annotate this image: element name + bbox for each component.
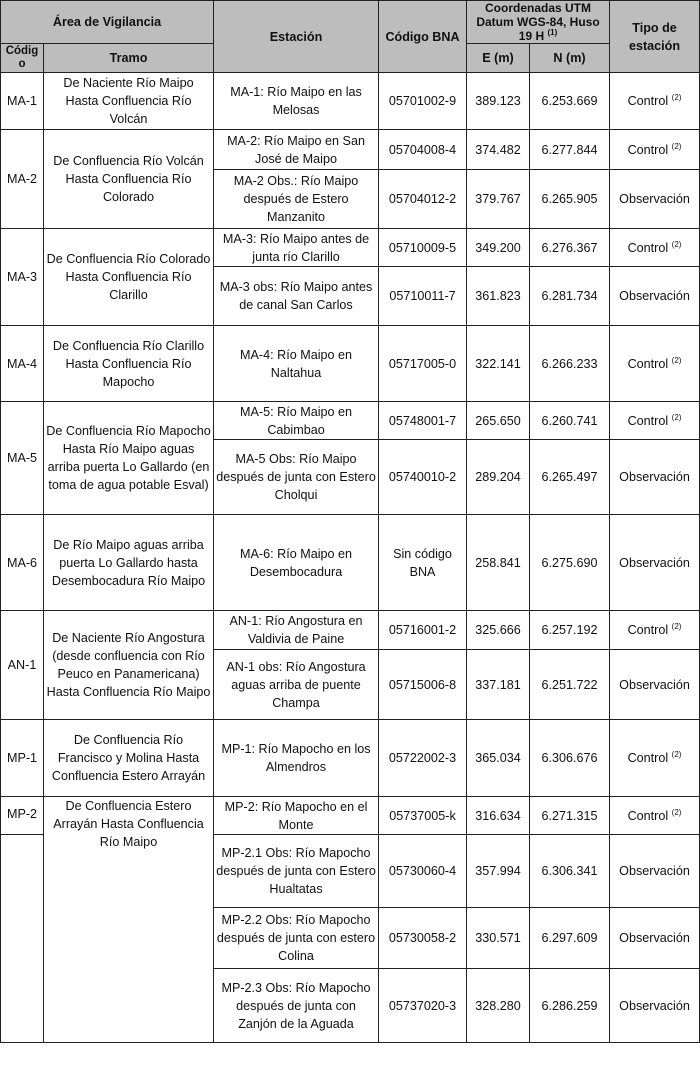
table-row — [1, 229, 700, 267]
area-tramo: De Confluencia Río Colorado Hasta Confluencia Río Clarillo — [44, 229, 214, 326]
station-n: 6.266.233 — [530, 326, 610, 402]
station-type: Observación — [610, 908, 700, 969]
station-type — [610, 402, 700, 440]
area-code: MA-2 — [1, 130, 44, 229]
header-codigo: Códig o — [1, 44, 44, 73]
station-type-label: Control — [627, 94, 669, 108]
station-e: 337.181 — [467, 650, 530, 720]
station-type-label: Control — [627, 413, 669, 428]
station-n: 6.306.341 — [530, 835, 610, 908]
header-coordenadas-note: (1) — [547, 28, 558, 37]
station-name: MA-4: Río Maipo en Naltahua — [214, 326, 379, 402]
area-tramo: De Naciente Río Maipo Hasta Confluencia Río Volcán — [44, 73, 214, 130]
table-row — [1, 402, 700, 440]
station-n: 6.265.905 — [530, 170, 610, 229]
station-e: 265.650 — [467, 402, 530, 440]
header-area-vigilancia: Área de Vigilancia — [1, 1, 214, 44]
station-bna: 05717005-0 — [379, 326, 467, 402]
station-name: MP-2: Río Mapocho en el Monte — [214, 797, 379, 835]
area-tramo: De Confluencia Río Francisco y Molina Hasta Confluencia Estero Arrayán — [44, 720, 214, 797]
station-n: 6.297.609 — [530, 908, 610, 969]
station-type-label: Control — [627, 356, 669, 371]
station-type-label: Control — [627, 808, 669, 823]
station-name: MA-5: Río Maipo en Cabimbao — [214, 402, 379, 440]
station-n: 6.271.315 — [530, 797, 610, 835]
area-tramo: De Naciente Río Angostura (desde confluencia con Río Peuco en Panamericana) Hasta Confluencia Río Maipo — [44, 611, 214, 720]
station-e: 357.994 — [467, 835, 530, 908]
station-name: MP-2.1 Obs: Río Mapocho después de junta con Estero Hualtatas — [214, 835, 379, 908]
station-name: AN-1 obs: Río Angostura aguas arriba de puente Champa — [214, 650, 379, 720]
station-type: Observación — [610, 650, 700, 720]
station-name: MA-5 Obs: Río Maipo después de junta con Estero Cholqui — [214, 440, 379, 515]
area-code: MA-5 — [1, 402, 44, 515]
station-e: 389.123 — [467, 73, 530, 130]
station-n: 6.306.676 — [530, 720, 610, 797]
station-bna: 05722002-3 — [379, 720, 467, 797]
station-bna: 05748001-7 — [379, 402, 467, 440]
table-row — [1, 797, 700, 835]
station-type-label: Control — [627, 240, 669, 255]
station-bna: 05737020-3 — [379, 969, 467, 1043]
station-n: 6.251.722 — [530, 650, 610, 720]
area-tramo: De Río Maipo aguas arriba puerta Lo Gallardo hasta Desembocadura Río Maipo — [44, 515, 214, 611]
station-type — [610, 611, 700, 650]
station-n: 6.276.367 — [530, 229, 610, 267]
area-tramo: De Confluencia Estero Arrayán Hasta Confluencia Río Maipo — [44, 797, 214, 1043]
station-type: Observación — [610, 440, 700, 515]
header-codigo-bna: Código BNA — [379, 1, 467, 73]
station-type-label: Control — [627, 751, 669, 765]
station-type-note: (2) — [671, 807, 682, 817]
station-name: MA-3: Río Maipo antes de junta río Clarillo — [214, 229, 379, 267]
station-n: 6.253.669 — [530, 73, 610, 130]
area-code: MP-1 — [1, 720, 44, 797]
station-type-note: (2) — [671, 92, 682, 102]
station-n: 6.260.741 — [530, 402, 610, 440]
table-row — [1, 130, 700, 170]
table-row — [1, 515, 700, 611]
header-n: N (m) — [530, 44, 610, 73]
station-type-note: (2) — [671, 412, 682, 422]
station-e: 322.141 — [467, 326, 530, 402]
area-code: MA-1 — [1, 73, 44, 130]
header-coordenadas-text: Coordenadas UTM Datum WGS-84, Huso 19 H — [476, 1, 600, 43]
header-tramo: Tramo — [44, 44, 214, 73]
station-type-note: (2) — [671, 355, 682, 365]
station-bna: 05737005-k — [379, 797, 467, 835]
station-bna: Sin código BNA — [379, 515, 467, 611]
station-name: MP-2.3 Obs: Río Mapocho después de junta con Zanjón de la Aguada — [214, 969, 379, 1043]
station-type-label: Control — [627, 623, 669, 637]
station-type — [610, 229, 700, 267]
table-row — [1, 73, 700, 130]
station-e: 379.767 — [467, 170, 530, 229]
station-type — [610, 326, 700, 402]
station-e: 325.666 — [467, 611, 530, 650]
station-bna: 05704008-4 — [379, 130, 467, 170]
station-e: 349.200 — [467, 229, 530, 267]
station-type-note: (2) — [671, 621, 682, 631]
station-bna: 05710009-5 — [379, 229, 467, 267]
station-name: AN-1: Río Angostura en Valdivia de Paine — [214, 611, 379, 650]
station-name: MA-2: Río Maipo en San José de Maipo — [214, 130, 379, 170]
station-name: MP-2.2 Obs: Río Mapocho después de junta con estero Colina — [214, 908, 379, 969]
area-code: MP-2 — [1, 797, 44, 835]
station-type-note: (2) — [671, 749, 682, 759]
station-type: Observación — [610, 170, 700, 229]
station-e: 289.204 — [467, 440, 530, 515]
area-tramo: De Confluencia Río Mapocho Hasta Río Maipo aguas arriba puerta Lo Gallardo (en toma de agua potable Esval) — [44, 402, 214, 515]
station-n: 6.257.192 — [530, 611, 610, 650]
station-name: MA-3 obs: Río Maipo antes de canal San Carlos — [214, 267, 379, 326]
station-e: 316.634 — [467, 797, 530, 835]
area-code: MA-4 — [1, 326, 44, 402]
station-type-note: (2) — [671, 141, 682, 151]
station-name: MA-2 Obs.: Río Maipo después de Estero Manzanito — [214, 170, 379, 229]
station-e: 365.034 — [467, 720, 530, 797]
station-type: Observación — [610, 267, 700, 326]
station-bna: 05730060-4 — [379, 835, 467, 908]
station-n: 6.281.734 — [530, 267, 610, 326]
station-name: MA-6: Río Maipo en Desembocadura — [214, 515, 379, 611]
station-e: 361.823 — [467, 267, 530, 326]
header-coordenadas — [467, 1, 610, 44]
area-code: MA-6 — [1, 515, 44, 611]
station-bna: 05715006-8 — [379, 650, 467, 720]
area-tramo: De Confluencia Río Clarillo Hasta Confluencia Río Mapocho — [44, 326, 214, 402]
header-estacion: Estación — [214, 1, 379, 73]
station-type — [610, 720, 700, 797]
station-type — [610, 797, 700, 835]
station-n: 6.265.497 — [530, 440, 610, 515]
header-tipo-estacion: Tipo de estación — [610, 1, 700, 73]
station-e: 374.482 — [467, 130, 530, 170]
area-code: AN-1 — [1, 611, 44, 720]
area-tramo: De Confluencia Río Volcán Hasta Confluencia Río Colorado — [44, 130, 214, 229]
table-row — [1, 326, 700, 402]
header-e: E (m) — [467, 44, 530, 73]
station-name: MP-1: Río Mapocho en los Almendros — [214, 720, 379, 797]
station-bna: 05730058-2 — [379, 908, 467, 969]
station-type-note: (2) — [671, 239, 682, 249]
station-bna: 05716001-2 — [379, 611, 467, 650]
station-n: 6.275.690 — [530, 515, 610, 611]
station-bna: 05710011-7 — [379, 267, 467, 326]
station-type — [610, 73, 700, 130]
station-n: 6.286.259 — [530, 969, 610, 1043]
station-type: Observación — [610, 835, 700, 908]
station-n: 6.277.844 — [530, 130, 610, 170]
station-e: 330.571 — [467, 908, 530, 969]
area-code-empty — [1, 835, 44, 1043]
station-e: 258.841 — [467, 515, 530, 611]
station-bna: 05701002-9 — [379, 73, 467, 130]
station-type: Observación — [610, 969, 700, 1043]
table-row — [1, 720, 700, 797]
station-e: 328.280 — [467, 969, 530, 1043]
station-bna: 05704012-2 — [379, 170, 467, 229]
station-bna: 05740010-2 — [379, 440, 467, 515]
station-type — [610, 130, 700, 170]
area-code: MA-3 — [1, 229, 44, 326]
station-type-label: Control — [627, 142, 669, 157]
station-type: Observación — [610, 515, 700, 611]
station-name: MA-1: Río Maipo en las Melosas — [214, 73, 379, 130]
table-row — [1, 611, 700, 650]
